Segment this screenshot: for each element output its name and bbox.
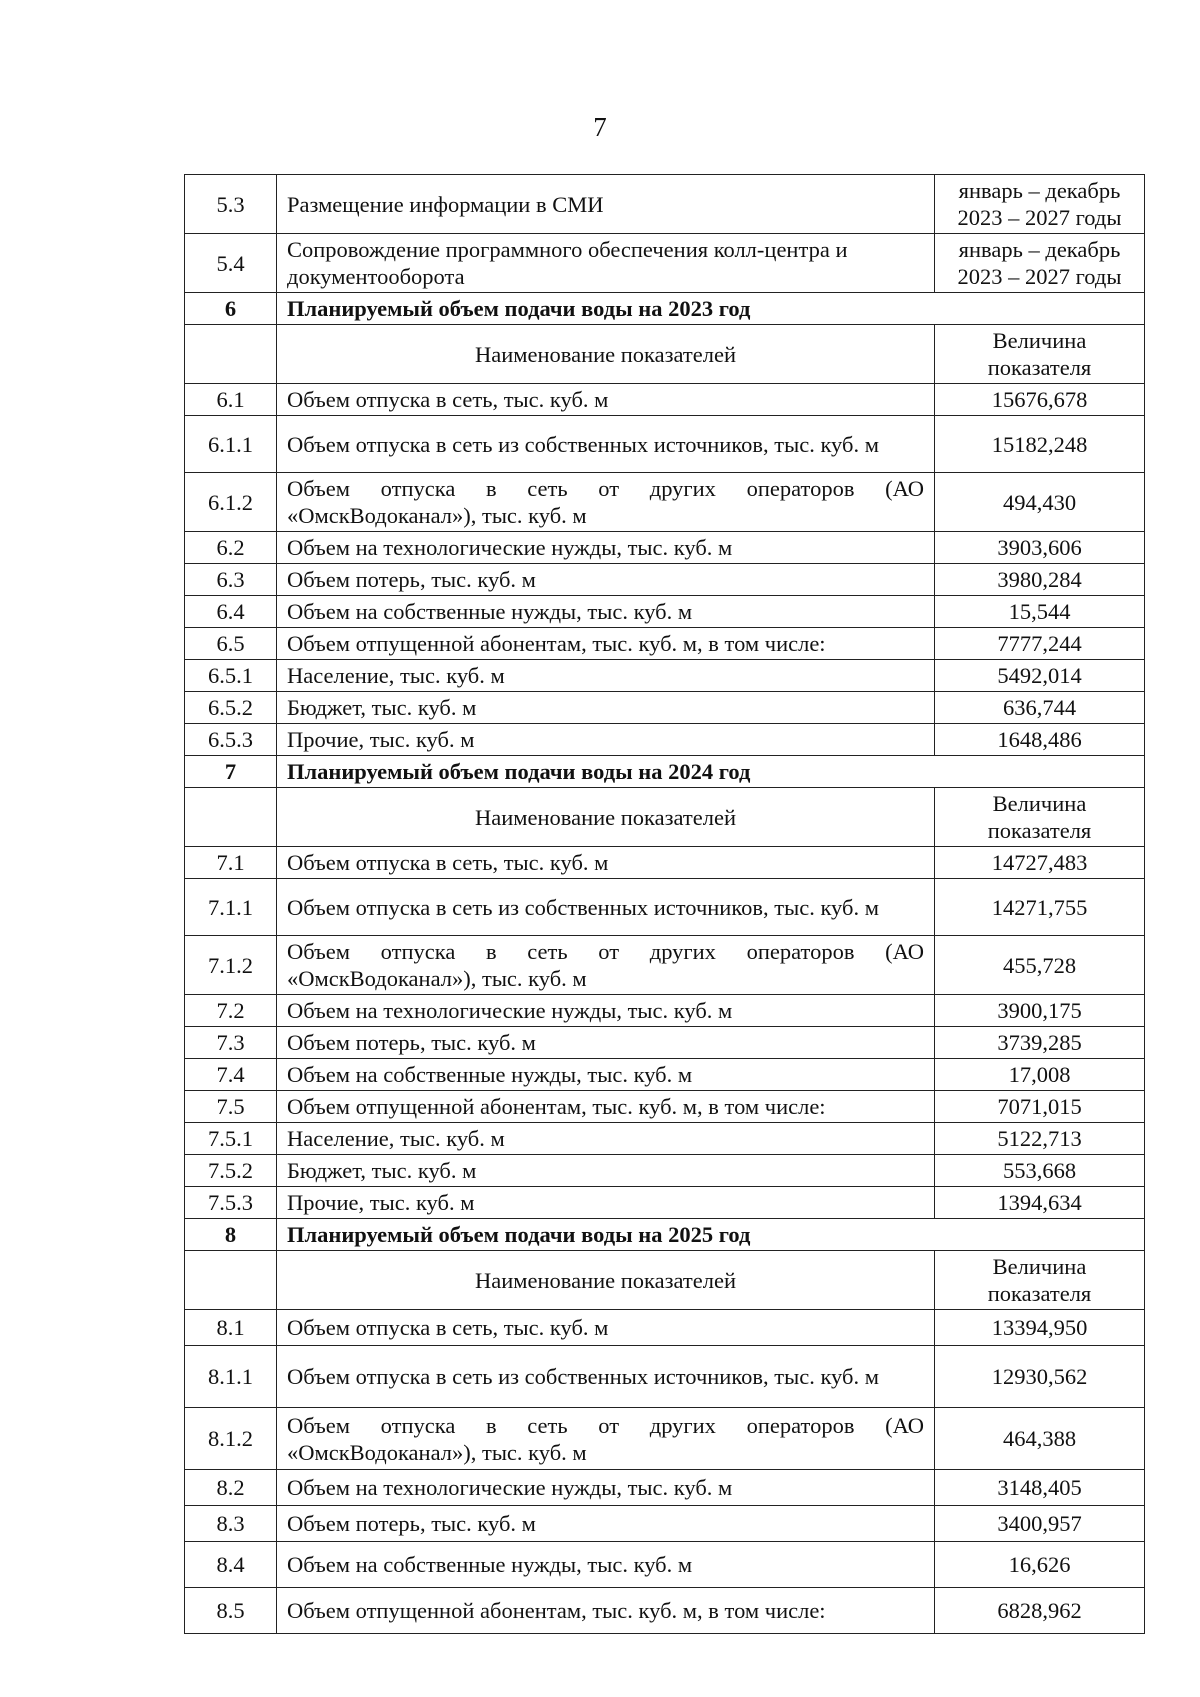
table-row <box>185 692 1145 724</box>
row-text: Объем отпуска в сеть, тыс. куб. м <box>277 1310 935 1346</box>
row-value: 3903,606 <box>935 532 1145 564</box>
row-value: 464,388 <box>935 1408 1145 1470</box>
row-period: январь – декабрь 2023 – 2027 годы <box>935 234 1145 293</box>
row-text: Бюджет, тыс. куб. м <box>277 692 935 724</box>
row-value: 14727,483 <box>935 847 1145 879</box>
row-value: 5122,713 <box>935 1123 1145 1155</box>
table-row <box>185 847 1145 879</box>
table-row <box>185 879 1145 936</box>
row-number: 6.5.1 <box>185 660 277 692</box>
table-row <box>185 473 1145 532</box>
row-text: Объем отпущенной абонентам, тыс. куб. м, в том числе: <box>277 628 935 660</box>
table-row <box>185 1470 1145 1506</box>
table-row <box>185 416 1145 473</box>
section-title-row <box>185 293 1145 325</box>
row-number: 8.4 <box>185 1542 277 1588</box>
section-number: 8 <box>185 1219 277 1251</box>
row-text: Объем отпуска в сеть от других операторов (АО «ОмскВодоканал»), тыс. куб. м <box>277 473 935 532</box>
row-value: 13394,950 <box>935 1310 1145 1346</box>
row-number: 6.4 <box>185 596 277 628</box>
section-number: 6 <box>185 293 277 325</box>
row-number: 7.3 <box>185 1027 277 1059</box>
table-row <box>185 596 1145 628</box>
row-text: Объем на собственные нужды, тыс. куб. м <box>277 596 935 628</box>
row-value: 15676,678 <box>935 384 1145 416</box>
row-text: Объем потерь, тыс. куб. м <box>277 564 935 596</box>
row-value: 1648,486 <box>935 724 1145 756</box>
row-value: 7071,015 <box>935 1091 1145 1123</box>
row-value: 17,008 <box>935 1059 1145 1091</box>
row-text: Объем отпущенной абонентам, тыс. куб. м, в том числе: <box>277 1091 935 1123</box>
row-number: 7.1.2 <box>185 936 277 995</box>
row-text: Бюджет, тыс. куб. м <box>277 1155 935 1187</box>
row-number: 7.5.1 <box>185 1123 277 1155</box>
row-value: 455,728 <box>935 936 1145 995</box>
row-text: Объем потерь, тыс. куб. м <box>277 1506 935 1542</box>
row-number: 6.5.2 <box>185 692 277 724</box>
row-text: Объем отпуска в сеть из собственных источников, тыс. куб. м <box>277 879 935 936</box>
row-value: 3900,175 <box>935 995 1145 1027</box>
row-number: 6.1 <box>185 384 277 416</box>
row-text: Объем отпуска в сеть, тыс. куб. м <box>277 384 935 416</box>
row-text: Объем на собственные нужды, тыс. куб. м <box>277 1542 935 1588</box>
table-row <box>185 1187 1145 1219</box>
header-empty-cell <box>185 788 277 847</box>
row-text: Объем на технологические нужды, тыс. куб. м <box>277 532 935 564</box>
row-value: 3739,285 <box>935 1027 1145 1059</box>
row-number: 7.5.2 <box>185 1155 277 1187</box>
row-text: Сопровождение программного обеспечения колл-центра и документооборота <box>277 234 935 293</box>
row-number: 7.4 <box>185 1059 277 1091</box>
table-row <box>185 1588 1145 1634</box>
table-row <box>185 995 1145 1027</box>
row-value: 12930,562 <box>935 1346 1145 1408</box>
row-text: Объем отпущенной абонентам, тыс. куб. м, в том числе: <box>277 1588 935 1634</box>
section-title: Планируемый объем подачи воды на 2023 год <box>277 293 1145 325</box>
table-row <box>185 1123 1145 1155</box>
row-number: 6.5 <box>185 628 277 660</box>
row-number: 7.5.3 <box>185 1187 277 1219</box>
header-value: Величина показателя <box>935 1251 1145 1310</box>
table-row <box>185 532 1145 564</box>
row-text: Объем на собственные нужды, тыс. куб. м <box>277 1059 935 1091</box>
row-value: 1394,634 <box>935 1187 1145 1219</box>
row-number: 6.5.3 <box>185 724 277 756</box>
section-title: Планируемый объем подачи воды на 2024 год <box>277 756 1145 788</box>
table-row <box>185 564 1145 596</box>
header-value: Величина показателя <box>935 325 1145 384</box>
table-row <box>185 1027 1145 1059</box>
table-row <box>185 660 1145 692</box>
row-text: Объем отпуска в сеть от других операторов (АО «ОмскВодоканал»), тыс. куб. м <box>277 936 935 995</box>
table-row <box>185 724 1145 756</box>
row-value: 3148,405 <box>935 1470 1145 1506</box>
row-value: 636,744 <box>935 692 1145 724</box>
row-number: 6.1.2 <box>185 473 277 532</box>
header-row <box>185 1251 1145 1310</box>
table-row <box>185 936 1145 995</box>
row-number: 5.3 <box>185 175 277 234</box>
row-text: Объем на технологические нужды, тыс. куб. м <box>277 1470 935 1506</box>
header-empty-cell <box>185 325 277 384</box>
page-number: 7 <box>593 112 607 142</box>
table-row <box>185 1059 1145 1091</box>
water-supply-table <box>184 174 1145 1634</box>
table-row <box>185 234 1145 293</box>
row-number: 7.5 <box>185 1091 277 1123</box>
row-text: Объем отпуска в сеть из собственных источников, тыс. куб. м <box>277 416 935 473</box>
row-value: 15,544 <box>935 596 1145 628</box>
header-row <box>185 325 1145 384</box>
table-row <box>185 1155 1145 1187</box>
header-value: Величина показателя <box>935 788 1145 847</box>
row-value: 553,668 <box>935 1155 1145 1187</box>
row-period: январь – декабрь 2023 – 2027 годы <box>935 175 1145 234</box>
table-row <box>185 628 1145 660</box>
row-text: Объем отпуска в сеть, тыс. куб. м <box>277 847 935 879</box>
table-row <box>185 384 1145 416</box>
row-text: Население, тыс. куб. м <box>277 660 935 692</box>
table-row <box>185 1346 1145 1408</box>
row-text: Объем потерь, тыс. куб. м <box>277 1027 935 1059</box>
section-number: 7 <box>185 756 277 788</box>
row-number: 6.2 <box>185 532 277 564</box>
row-value: 5492,014 <box>935 660 1145 692</box>
row-number: 8.5 <box>185 1588 277 1634</box>
row-number: 7.1.1 <box>185 879 277 936</box>
row-text: Размещение информации в СМИ <box>277 175 935 234</box>
header-name: Наименование показателей <box>277 1251 935 1310</box>
row-text: Объем отпуска в сеть от других операторов (АО «ОмскВодоканал»), тыс. куб. м <box>277 1408 935 1470</box>
row-text: Объем отпуска в сеть из собственных источников, тыс. куб. м <box>277 1346 935 1408</box>
table-row <box>185 1310 1145 1346</box>
section-title: Планируемый объем подачи воды на 2025 год <box>277 1219 1145 1251</box>
row-number: 5.4 <box>185 234 277 293</box>
row-number: 7.2 <box>185 995 277 1027</box>
row-number: 7.1 <box>185 847 277 879</box>
row-number: 6.1.1 <box>185 416 277 473</box>
table-row <box>185 1542 1145 1588</box>
row-value: 7777,244 <box>935 628 1145 660</box>
row-number: 8.1.1 <box>185 1346 277 1408</box>
row-number: 8.3 <box>185 1506 277 1542</box>
row-value: 16,626 <box>935 1542 1145 1588</box>
row-number: 8.1.2 <box>185 1408 277 1470</box>
row-value: 14271,755 <box>935 879 1145 936</box>
row-number: 8.1 <box>185 1310 277 1346</box>
header-name: Наименование показателей <box>277 325 935 384</box>
row-value: 6828,962 <box>935 1588 1145 1634</box>
table-row <box>185 1091 1145 1123</box>
row-text: Прочие, тыс. куб. м <box>277 1187 935 1219</box>
row-value: 3980,284 <box>935 564 1145 596</box>
row-text: Прочие, тыс. куб. м <box>277 724 935 756</box>
row-number: 8.2 <box>185 1470 277 1506</box>
row-number: 6.3 <box>185 564 277 596</box>
row-value: 494,430 <box>935 473 1145 532</box>
table-row <box>185 1408 1145 1470</box>
table-row <box>185 175 1145 234</box>
section-title-row <box>185 1219 1145 1251</box>
header-row <box>185 788 1145 847</box>
header-empty-cell <box>185 1251 277 1310</box>
table-row <box>185 1506 1145 1542</box>
row-text: Объем на технологические нужды, тыс. куб. м <box>277 995 935 1027</box>
row-value: 3400,957 <box>935 1506 1145 1542</box>
row-text: Население, тыс. куб. м <box>277 1123 935 1155</box>
section-title-row <box>185 756 1145 788</box>
row-value: 15182,248 <box>935 416 1145 473</box>
header-name: Наименование показателей <box>277 788 935 847</box>
